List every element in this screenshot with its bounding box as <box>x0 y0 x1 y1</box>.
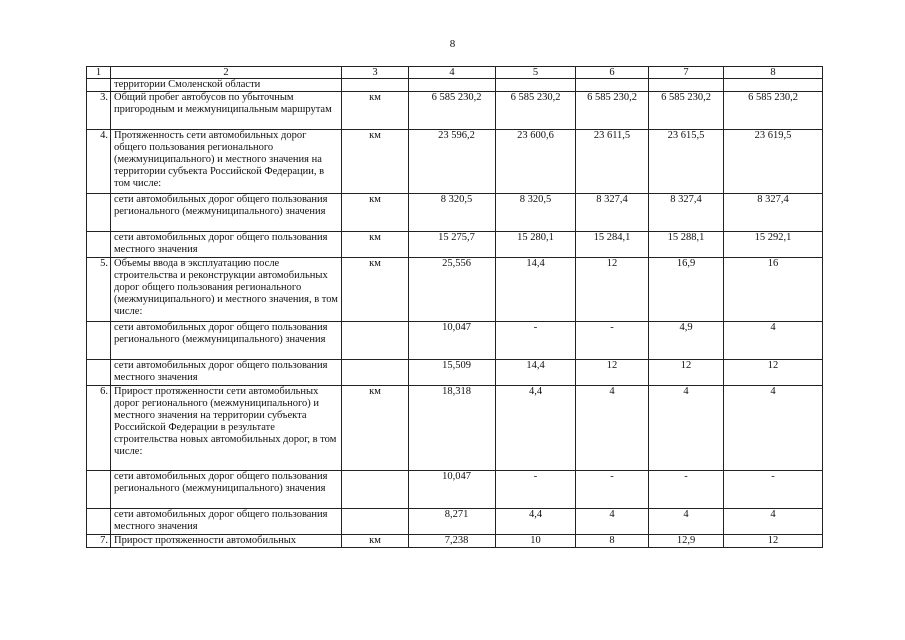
header-cell: 8 <box>724 67 823 79</box>
unit-cell <box>342 322 409 360</box>
unit-cell: км <box>342 92 409 130</box>
table-row <box>87 258 823 322</box>
value-cell: 8 320,5 <box>496 194 576 232</box>
value-cell <box>724 79 823 92</box>
unit-cell <box>342 79 409 92</box>
value-cell <box>496 79 576 92</box>
header-cell: 5 <box>496 67 576 79</box>
value-cell: 15 280,1 <box>496 232 576 258</box>
value-cell: 12,9 <box>649 535 724 548</box>
value-cell: 12 <box>724 535 823 548</box>
indicator-name-cell: сети автомобильных дорог общего пользования регионального (межмуниципального) значения <box>111 471 342 509</box>
table-row <box>87 322 823 360</box>
value-cell: 15 284,1 <box>576 232 649 258</box>
value-cell: 6 585 230,2 <box>724 92 823 130</box>
unit-cell: км <box>342 535 409 548</box>
value-cell: 8 327,4 <box>724 194 823 232</box>
table-row <box>87 509 823 535</box>
header-row <box>87 67 823 79</box>
value-cell: 6 585 230,2 <box>649 92 724 130</box>
indicator-name-cell: Протяженность сети автомобильных дорог общего пользования регионального (межмуниципального) и местного значения на территории субъекта Российской Федерации, в том числе: <box>111 130 342 194</box>
indicator-name-cell: территории Смоленской области <box>111 79 342 92</box>
value-cell: 4 <box>724 386 823 471</box>
value-cell: 18,318 <box>409 386 496 471</box>
table-row <box>87 386 823 471</box>
value-cell: 4,4 <box>496 386 576 471</box>
row-number-cell: 3. <box>87 92 111 130</box>
indicator-name-cell: Объемы ввода в эксплуатацию после строительства и реконструкции автомобильных дорог общего пользования регионального (межмуниципального) и местного значения, в том числе: <box>111 258 342 322</box>
value-cell: 10 <box>496 535 576 548</box>
table-row <box>87 92 823 130</box>
row-number-cell <box>87 322 111 360</box>
table-row <box>87 535 823 548</box>
value-cell: 12 <box>649 360 724 386</box>
unit-cell: км <box>342 258 409 322</box>
value-cell: 6 585 230,2 <box>496 92 576 130</box>
indicator-name-cell: сети автомобильных дорог общего пользования местного значения <box>111 232 342 258</box>
value-cell: 7,238 <box>409 535 496 548</box>
row-number-cell <box>87 360 111 386</box>
table-row <box>87 194 823 232</box>
row-number-cell: 7. <box>87 535 111 548</box>
value-cell: 12 <box>576 360 649 386</box>
unit-cell: км <box>342 130 409 194</box>
value-cell: 8 <box>576 535 649 548</box>
header-cell: 4 <box>409 67 496 79</box>
row-number-cell: 6. <box>87 386 111 471</box>
value-cell: 15 292,1 <box>724 232 823 258</box>
value-cell: 4 <box>649 509 724 535</box>
value-cell: 4,9 <box>649 322 724 360</box>
indicators-table <box>86 66 823 548</box>
value-cell: 8 327,4 <box>576 194 649 232</box>
row-number-cell <box>87 471 111 509</box>
value-cell: 8 327,4 <box>649 194 724 232</box>
value-cell: 23 619,5 <box>724 130 823 194</box>
value-cell: 10,047 <box>409 322 496 360</box>
value-cell: - <box>576 322 649 360</box>
value-cell: 15 275,7 <box>409 232 496 258</box>
value-cell: - <box>724 471 823 509</box>
header-cell: 7 <box>649 67 724 79</box>
value-cell: 16 <box>724 258 823 322</box>
value-cell: 4 <box>724 322 823 360</box>
value-cell: 4 <box>649 386 724 471</box>
indicator-name-cell: сети автомобильных дорог общего пользования местного значения <box>111 509 342 535</box>
value-cell: 23 596,2 <box>409 130 496 194</box>
page-number: 8 <box>449 38 456 50</box>
row-number-cell <box>87 79 111 92</box>
unit-cell: км <box>342 194 409 232</box>
value-cell: 12 <box>576 258 649 322</box>
value-cell: 4,4 <box>496 509 576 535</box>
unit-cell <box>342 360 409 386</box>
value-cell: 15 288,1 <box>649 232 724 258</box>
row-number-cell: 4. <box>87 130 111 194</box>
indicator-name-cell: Прирост протяженности сети автомобильных дорог регионального (межмуниципального) и местного значения на территории субъекта Российской Федерации в результате строительства новых автомобильных дорог, в том числе: <box>111 386 342 471</box>
value-cell: 23 615,5 <box>649 130 724 194</box>
value-cell: 14,4 <box>496 258 576 322</box>
table-row <box>87 130 823 194</box>
value-cell: 25,556 <box>409 258 496 322</box>
table-row <box>87 79 823 92</box>
unit-cell: км <box>342 232 409 258</box>
value-cell: 15,509 <box>409 360 496 386</box>
value-cell: 10,047 <box>409 471 496 509</box>
value-cell <box>649 79 724 92</box>
indicator-name-cell: сети автомобильных дорог общего пользования местного значения <box>111 360 342 386</box>
value-cell: 4 <box>724 509 823 535</box>
header-cell: 3 <box>342 67 409 79</box>
value-cell: 23 611,5 <box>576 130 649 194</box>
value-cell: 14,4 <box>496 360 576 386</box>
value-cell <box>576 79 649 92</box>
value-cell: 4 <box>576 509 649 535</box>
value-cell: 6 585 230,2 <box>409 92 496 130</box>
value-cell <box>409 79 496 92</box>
indicator-name-cell: сети автомобильных дорог общего пользования регионального (межмуниципального) значения <box>111 322 342 360</box>
indicator-name-cell: Прирост протяженности автомобильных <box>111 535 342 548</box>
value-cell: 8,271 <box>409 509 496 535</box>
value-cell: - <box>576 471 649 509</box>
table-row <box>87 232 823 258</box>
header-cell: 2 <box>111 67 342 79</box>
value-cell: 23 600,6 <box>496 130 576 194</box>
row-number-cell <box>87 194 111 232</box>
indicator-name-cell: Общий пробег автобусов по убыточным пригородным и межмуниципальным маршрутам <box>111 92 342 130</box>
value-cell: - <box>496 322 576 360</box>
value-cell: - <box>496 471 576 509</box>
unit-cell <box>342 471 409 509</box>
row-number-cell <box>87 232 111 258</box>
row-number-cell: 5. <box>87 258 111 322</box>
value-cell: 16,9 <box>649 258 724 322</box>
value-cell: 8 320,5 <box>409 194 496 232</box>
unit-cell: км <box>342 386 409 471</box>
row-number-cell <box>87 509 111 535</box>
value-cell: - <box>649 471 724 509</box>
value-cell: 6 585 230,2 <box>576 92 649 130</box>
header-cell: 1 <box>87 67 111 79</box>
value-cell: 12 <box>724 360 823 386</box>
header-cell: 6 <box>576 67 649 79</box>
unit-cell <box>342 509 409 535</box>
indicator-name-cell: сети автомобильных дорог общего пользования регионального (межмуниципального) значения <box>111 194 342 232</box>
value-cell: 4 <box>576 386 649 471</box>
table-row <box>87 471 823 509</box>
table-row <box>87 360 823 386</box>
